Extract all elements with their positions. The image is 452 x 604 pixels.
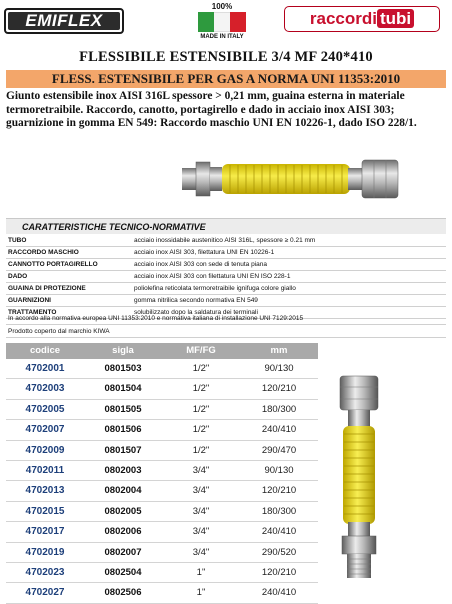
cell-sigla: 0802506 [104,587,142,599]
cell-mm: 290/520 [261,546,297,558]
cell-mf-fg: 1" [196,566,206,578]
cell-mf-fg: 3/4" [192,485,210,497]
product-subtitle: FLESS. ESTENSIBILE PER GAS A NORMA UNI 11353:2010 [6,70,446,88]
cell-sigla: 0801504 [104,383,142,395]
cell-codice: 4702017 [25,526,65,538]
cell-sigla: 0802006 [104,526,142,538]
cell-mf-fg: 3/4" [192,464,210,476]
spec-table [6,235,446,319]
cell-sigla: 0802003 [104,464,142,476]
emiflex-logo [4,8,124,34]
cell-mf-fg: 1/2" [192,383,210,395]
table-row [6,543,318,563]
flag-caption: MADE IN ITALY [200,34,244,40]
made-in-italy-badge [176,2,268,42]
cell-mm: 240/410 [261,424,297,436]
header-mf-fg: MF/FG [186,345,216,356]
cell-mf-fg: 3/4" [192,505,210,517]
cell-sigla: 0801505 [104,403,142,415]
spec-value: solubilizzato dopo la saldatura dei terminali [134,309,258,316]
cell-codice: 4702005 [25,403,65,415]
cell-codice: 4702023 [25,566,65,578]
cell-codice: 4702001 [25,363,65,374]
spec-key: GUARNIZIONI [8,297,51,304]
cell-mm: 90/130 [264,464,294,476]
table-row [6,502,318,522]
product-table [6,343,318,604]
flexible-hose-image [182,148,412,208]
spec-value: acciaio inox AISI 303 con sede di tenuta piana [134,261,267,268]
spec-value: acciaio inox AISI 303 con filettatura UNI EN ISO 228-1 [134,273,291,280]
table-row [6,359,318,379]
table-row [6,583,318,603]
table-header [6,343,318,359]
cell-sigla: 0801503 [104,363,142,374]
table-row [6,481,318,501]
table-row [6,379,318,399]
spec-row [6,259,446,271]
spec-key: CANNOTTO PORTAGIRELLO [8,261,98,268]
cell-mf-fg: 1/2" [192,363,210,374]
spec-row [6,235,446,247]
cell-sigla: 0801507 [104,444,142,456]
spec-row [6,283,446,295]
cell-mm: 120/210 [261,485,297,497]
cell-mm: 90/130 [264,363,294,374]
cell-mf-fg: 1/2" [192,424,210,436]
header-codice: codice [29,345,61,356]
cell-mm: 240/410 [261,587,297,599]
spec-heading: CARATTERISTICHE TECNICO-NORMATIVE [6,218,446,234]
header-mm: mm [270,345,288,356]
italy-flag-icon [198,12,246,32]
header-sigla: sigla [112,345,134,356]
spec-row [6,247,446,259]
cell-sigla: 0802005 [104,505,142,517]
cell-mf-fg: 1/2" [192,444,210,456]
table-row [6,441,318,461]
table-row [6,563,318,583]
cell-sigla: 0802007 [104,546,142,558]
cell-mm: 240/410 [261,526,297,538]
cell-codice: 4702007 [25,424,65,436]
kiwa-note: Prodotto coperto dal marchio KIWA [6,326,446,338]
cell-codice: 4702027 [25,587,65,599]
spec-value: acciaio inossidabile austenitico AISI 316L, spessore ≥ 0.21 mm [134,237,316,244]
cell-codice: 4702003 [25,383,65,395]
cell-codice: 4702015 [25,505,65,517]
cell-sigla: 0802504 [104,566,142,578]
cell-mf-fg: 1" [196,587,206,599]
spec-row [6,295,446,307]
cell-codice: 4702019 [25,546,65,558]
spec-key: DADO [8,273,28,280]
cell-mm: 120/210 [261,383,297,395]
cell-mf-fg: 3/4" [192,526,210,538]
cell-sigla: 0801506 [104,424,142,436]
spec-key: GUAINA DI PROTEZIONE [8,285,86,292]
cell-codice: 4702013 [25,485,65,497]
spec-value: poliolefina reticolata termoretraibile ignifuga colore giallo [134,285,296,292]
table-row [6,522,318,542]
cell-mm: 120/210 [261,566,297,578]
flag-percent: 100% [211,2,233,11]
vertical-hose-image [326,374,392,580]
tubi-logo-text: tubi [377,9,414,28]
cell-mm: 180/300 [261,403,297,415]
cell-mf-fg: 3/4" [192,546,210,558]
product-description: Giunto estensibile inox AISI 316L spessore > 0,21 mm, guaina esterna in materiale termoretraibile. Raccordo, canotto, portagirello e dado in acciaio inox AISI 303; guarnizione in gomma EN 549: Raccordo maschio UNI EN 10226-1, dado ISO 228/1. [6,90,417,129]
spec-value: gomma nitrilica secondo normativa EN 549 [134,297,258,304]
table-row [6,420,318,440]
cell-mf-fg: 1/2" [192,403,210,415]
emiflex-logo-text: EMIFLEX [8,12,120,30]
cell-codice: 4702009 [25,444,65,456]
cell-sigla: 0802004 [104,485,142,497]
raccordi-logo-text: raccordi [309,9,377,28]
spec-key: TRATTAMENTO [8,309,57,316]
spec-row [6,271,446,283]
cell-codice: 4702011 [25,464,65,476]
norm-note: In accordo alla normativa europea UNI 11353:2010 e normativa italiana di installazione UNI 7129:2015 [6,313,446,325]
cell-mm: 180/300 [261,505,297,517]
cell-mm: 290/470 [261,444,297,456]
table-row [6,461,318,481]
product-title: FLESSIBILE ESTENSIBILE 3/4 MF 240*410 [79,49,373,65]
raccordi-tubi-logo [284,6,440,32]
spec-key: TUBO [8,237,27,244]
spec-value: acciaio inox AISI 303, filettatura UNI EN 10226-1 [134,249,275,256]
spec-key: RACCORDO MASCHIO [8,249,79,256]
table-row [6,400,318,420]
